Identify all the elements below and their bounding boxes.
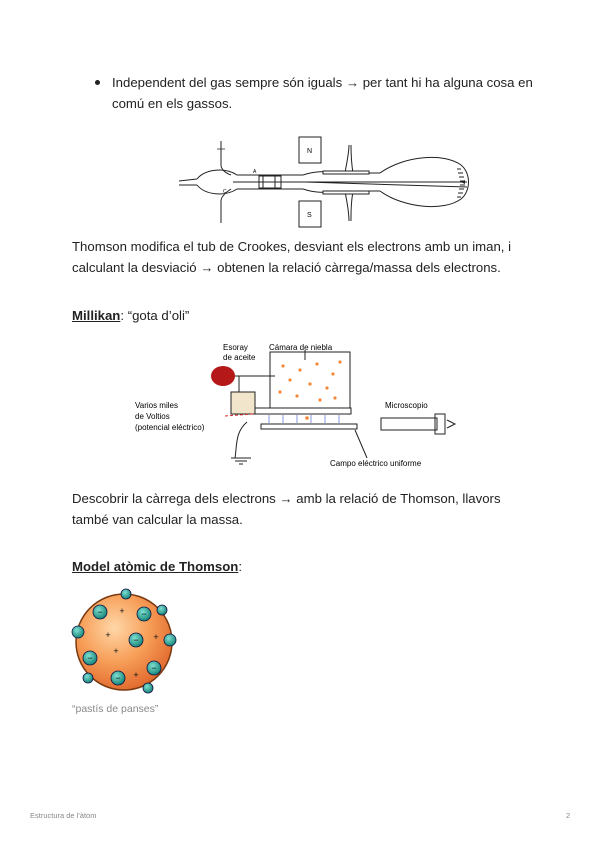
millikan-subtitle: : “gota d’oli”	[120, 308, 190, 323]
thomson-title: Model atòmic de Thomson	[72, 559, 239, 574]
proton-sign: +	[119, 606, 125, 616]
proton-sign: +	[113, 646, 119, 656]
chamber-label: Cámara de niebla	[269, 343, 333, 352]
electron-sign: −	[141, 609, 147, 619]
sprayer-label-2: de aceite	[223, 353, 256, 362]
proton-sign: +	[105, 630, 111, 640]
magnet-s-label: S	[307, 212, 312, 219]
voltage-label-3: (potencial eléctrico)	[135, 423, 205, 432]
electron-sign: −	[133, 635, 139, 645]
sprayer-label: Esoray	[223, 343, 248, 352]
paragraph-millikan-result: Descobrir la càrrega dels electrons → amb la relació de Thomson, llavors també van calcular la massa.	[72, 491, 501, 527]
anode-label: A	[253, 169, 257, 175]
thomson-heading	[72, 556, 242, 577]
footer-title: Estructura de l'àtom	[30, 811, 97, 820]
field-label: Campo eléctrico uniforme	[330, 459, 422, 468]
millikan-title: Millikan	[72, 308, 121, 323]
millikan-heading	[72, 305, 189, 326]
electron-sign: −	[87, 653, 93, 663]
cathode-label: C	[223, 189, 227, 195]
proton-sign: +	[153, 632, 159, 642]
figure-caption: “pastís de panses”	[72, 703, 159, 715]
magnet-n-label: N	[307, 148, 313, 155]
voltage-label-1: Varios miles	[135, 401, 178, 410]
proton-sign: +	[133, 670, 139, 680]
bullet-item	[112, 72, 542, 114]
bullet-dot	[95, 80, 100, 85]
page-number: 2	[566, 811, 571, 820]
electron-sign: −	[97, 607, 103, 617]
voltage-label-2: de Voltios	[135, 412, 170, 421]
millikan-experiment-figure	[135, 340, 495, 470]
thomson-atom-figure	[70, 588, 180, 698]
bullet-text: Independent del gas sempre són iguals → per tant hi ha alguna cosa en comú en els gassos.	[112, 75, 533, 111]
electron-sign: −	[115, 673, 121, 683]
thomson-colon: :	[238, 559, 242, 574]
paragraph-thomson-tube: Thomson modifica el tub de Crookes, desviant els electrons amb un iman, i calculant la desviació → obtenen la relació càrrega/massa dels electrons.	[72, 239, 512, 275]
electron-sign: −	[151, 663, 157, 673]
microscope-label: Microscopio	[385, 401, 428, 410]
crookes-tube-figure	[175, 135, 475, 229]
